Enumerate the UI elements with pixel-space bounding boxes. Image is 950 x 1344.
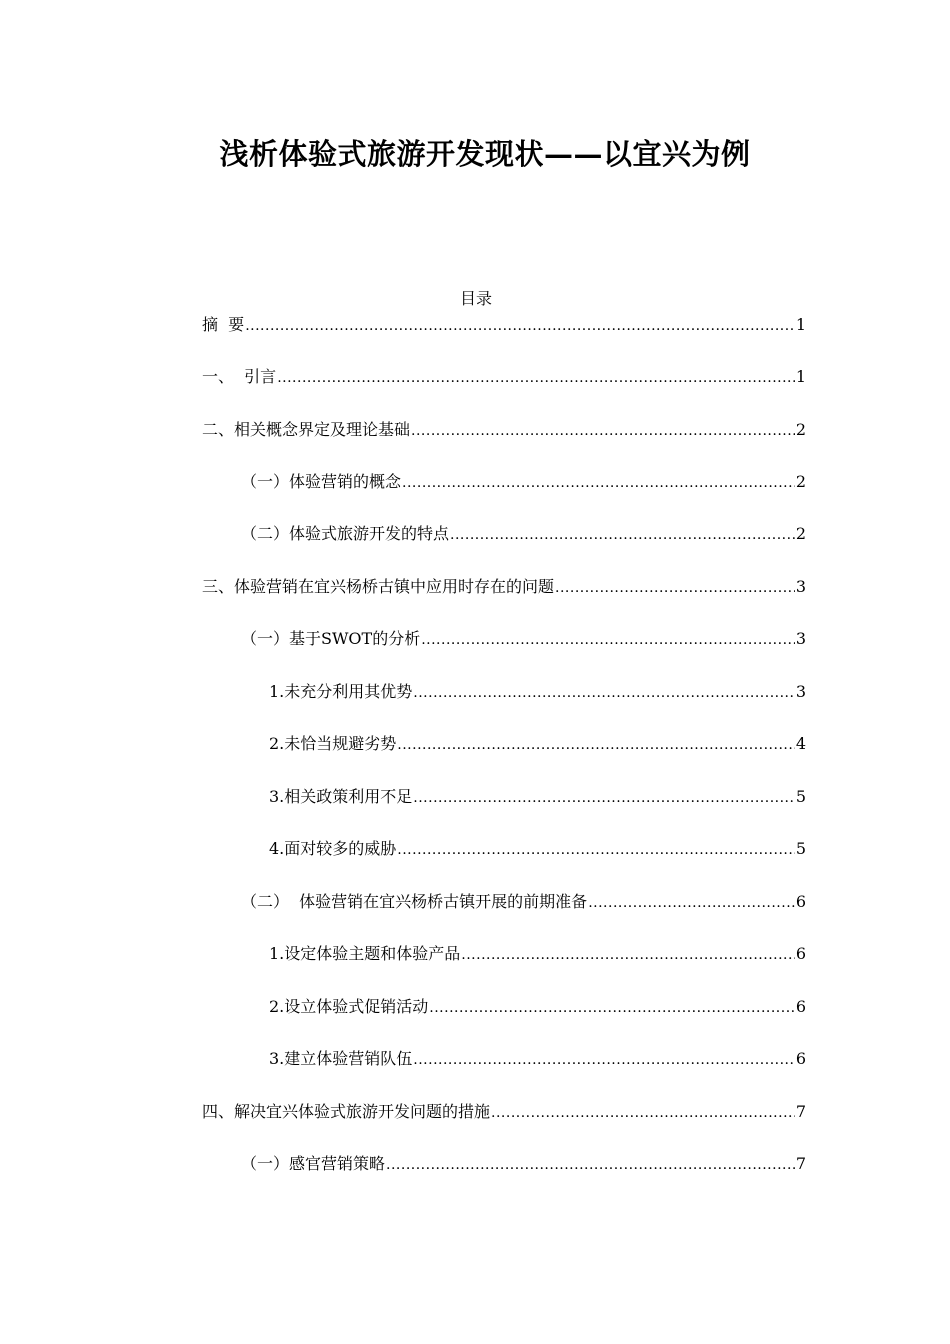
toc-dot-leader (245, 314, 795, 338)
toc-entry[interactable] (241, 890, 806, 914)
toc-entry-label: 1.未充分利用其优势 (269, 682, 413, 701)
toc-entry-label: 1.设定体验主题和体验产品 (269, 944, 461, 963)
toc-entry-label: 三、体验营销在宜兴杨桥古镇中应用时存在的问题 (202, 577, 555, 596)
toc-entry-label: 一、 引言 (202, 367, 277, 386)
toc-dot-leader (386, 1153, 795, 1177)
toc-entry[interactable] (241, 470, 806, 494)
toc-heading: 目录 (459, 289, 492, 308)
toc-entry[interactable] (202, 1100, 806, 1124)
toc-entry-label: 3.相关政策利用不足 (269, 787, 413, 806)
toc-entry-label: （二） 体验营销在宜兴杨桥古镇开展的前期准备 (241, 892, 588, 911)
toc-dot-leader (413, 681, 795, 705)
toc-dot-leader (277, 366, 795, 390)
toc-entry-page: 5 (795, 787, 806, 806)
toc-dot-leader (461, 943, 795, 967)
toc-entry-page: 2 (795, 472, 806, 491)
toc-dot-leader (588, 891, 795, 915)
toc-entry-page: 1 (795, 315, 806, 334)
toc-entry-page: 6 (795, 997, 806, 1016)
toc-dot-leader (450, 523, 795, 547)
toc-entry-label: 二、相关概念界定及理论基础 (202, 420, 411, 439)
toc-entry[interactable] (202, 575, 806, 599)
toc-dot-leader (397, 733, 795, 757)
toc-dot-leader (413, 1048, 795, 1072)
toc-entry[interactable] (202, 313, 806, 337)
toc-entry-label: 2.设立体验式促销活动 (269, 997, 429, 1016)
toc-entry-page: 7 (795, 1102, 806, 1121)
toc-entry-label: 摘 要 (202, 315, 245, 334)
toc-entry[interactable] (269, 680, 806, 704)
toc-entry[interactable] (241, 1152, 806, 1176)
toc-entry-label: （一）感官营销策略 (241, 1154, 386, 1173)
toc-entry[interactable] (202, 365, 806, 389)
toc-entry-label: （一）体验营销的概念 (241, 472, 402, 491)
toc-entry-page: 3 (795, 682, 806, 701)
toc-dot-leader (411, 419, 795, 443)
toc-entry-page: 7 (795, 1154, 806, 1173)
toc-entry-page: 2 (795, 524, 806, 543)
toc-dot-leader (421, 628, 795, 652)
toc-entry-label: （一）基于SWOT的分析 (241, 629, 421, 648)
toc-entry-label: （二）体验式旅游开发的特点 (241, 524, 450, 543)
toc-entry-page: 4 (795, 734, 806, 753)
toc-entry[interactable] (269, 732, 806, 756)
toc-entry[interactable] (269, 837, 806, 861)
toc-entry[interactable] (241, 627, 806, 651)
toc-entry-page: 2 (795, 420, 806, 439)
document-title: 浅析体验式旅游开发现状——以宜兴为例 (219, 137, 751, 171)
toc-entry[interactable] (202, 418, 806, 442)
toc-entry-page: 1 (795, 367, 806, 386)
toc-entry-label: 4.面对较多的威胁 (269, 839, 397, 858)
toc-dot-leader (491, 1101, 795, 1125)
toc-entry-page: 3 (795, 577, 806, 596)
toc-entry[interactable] (241, 522, 806, 546)
toc-entry[interactable] (269, 995, 806, 1019)
toc-entry-page: 6 (795, 892, 806, 911)
toc-dot-leader (397, 838, 795, 862)
toc-dot-leader (555, 576, 795, 600)
toc-entry-label: 四、解决宜兴体验式旅游开发问题的措施 (202, 1102, 491, 1121)
toc-entry-page: 3 (795, 629, 806, 648)
toc-entry-page: 6 (795, 1049, 806, 1068)
toc-entry-page: 5 (795, 839, 806, 858)
toc-entry-label: 2.未恰当规避劣势 (269, 734, 397, 753)
toc-dot-leader (402, 471, 795, 495)
toc-entry[interactable] (269, 942, 806, 966)
toc-dot-leader (413, 786, 795, 810)
toc-entry-label: 3.建立体验营销队伍 (269, 1049, 413, 1068)
toc-entry[interactable] (269, 785, 806, 809)
toc-dot-leader (429, 996, 795, 1020)
toc-entry-page: 6 (795, 944, 806, 963)
toc-entry[interactable] (269, 1047, 806, 1071)
